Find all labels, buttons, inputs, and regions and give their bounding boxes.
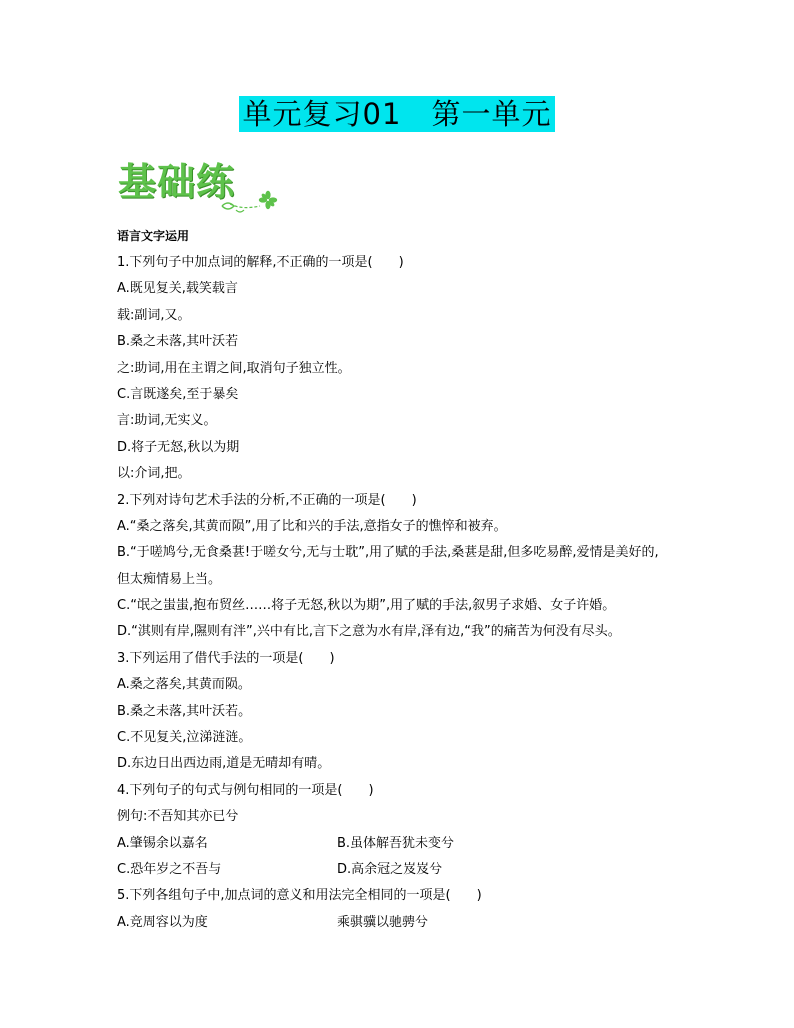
q4-option-a: A.肇锡余以嘉名 [117, 835, 208, 851]
q5-option-a-left: A.竞周容以为度 [117, 914, 208, 930]
q2-option-c: C.“氓之蚩蚩,抱布贸丝……将子无怒,秋以为期”,用了赋的手法,叙男子求婚、女子许婚。 [117, 598, 616, 614]
q3-option-c: C.不见复关,泣涕涟涟。 [117, 730, 252, 746]
q4-option-d: D.高余冠之岌岌兮 [337, 861, 443, 877]
vine-decoration-icon [118, 158, 288, 216]
q1-option-c-note: 言:助词,无实义。 [117, 413, 217, 429]
q2-option-b: B.“于嗟鸠兮,无食桑葚!于嗟女兮,无与士耽”,用了赋的手法,桑葚是甜,但多吃易醉,爱情是美好的, [117, 545, 659, 561]
q3-option-b: B.桑之未落,其叶沃若。 [117, 703, 252, 719]
q1-option-d: D.将子无怒,秋以为期 [117, 439, 240, 455]
q4-options-row-1 [117, 831, 697, 857]
title-wrap [0, 96, 794, 132]
q4-options-row-2 [117, 857, 697, 883]
q1-option-a: A.既见复关,载笑载言 [117, 281, 238, 297]
q2-option-b-cont: 但太痴情易上当。 [117, 571, 222, 587]
q1-option-b-note: 之:助词,用在主谓之间,取消句子独立性。 [117, 360, 351, 376]
section-label: 语言文字运用 [117, 229, 190, 243]
q2-option-a: A.“桑之落矣,其黄而陨”,用了比和兴的手法,意指女子的憔悴和被弃。 [117, 518, 507, 534]
q4-option-b: B.虽体解吾犹未变兮 [337, 835, 455, 851]
question-content [117, 250, 697, 936]
q3-option-a: A.桑之落矣,其黄而陨。 [117, 677, 251, 693]
q2-stem: 2.下列对诗句艺术手法的分析,不正确的一项是( ) [117, 492, 417, 508]
q4-stem: 4.下列句子的句式与例句相同的一项是( ) [117, 782, 374, 798]
q4-example: 例句:不吾知其亦已兮 [117, 809, 239, 825]
q1-option-c: C.言既遂矣,至于暴矣 [117, 386, 239, 402]
page-title: 单元复习01 第一单元 [239, 96, 556, 132]
banner-text: 基础练 [118, 160, 236, 204]
q2-option-d: D.“淇则有岸,隰则有泮”,兴中有比,言下之意为水有岸,泽有边,“我”的痛苦为何没有尽头。 [117, 624, 621, 640]
q1-stem: 1.下列句子中加点词的解释,不正确的一项是( ) [117, 255, 404, 270]
q5-option-a-right: 乘骐骥以驰骋兮 [337, 914, 429, 930]
q3-option-d: D.东边日出西边雨,道是无晴却有晴。 [117, 756, 331, 772]
q1-option-d-note: 以:介词,把。 [117, 466, 191, 482]
q1-option-a-note: 载:副词,又。 [117, 307, 191, 323]
q3-stem: 3.下列运用了借代手法的一项是( ) [117, 650, 335, 666]
basic-practice-banner [118, 158, 288, 216]
q5-stem: 5.下列各组句子中,加点词的意义和用法完全相同的一项是( ) [117, 888, 482, 904]
q4-option-c: C.恐年岁之不吾与 [117, 861, 222, 877]
q1-option-b: B.桑之未落,其叶沃若 [117, 334, 239, 350]
q5-option-a-row [117, 910, 697, 936]
